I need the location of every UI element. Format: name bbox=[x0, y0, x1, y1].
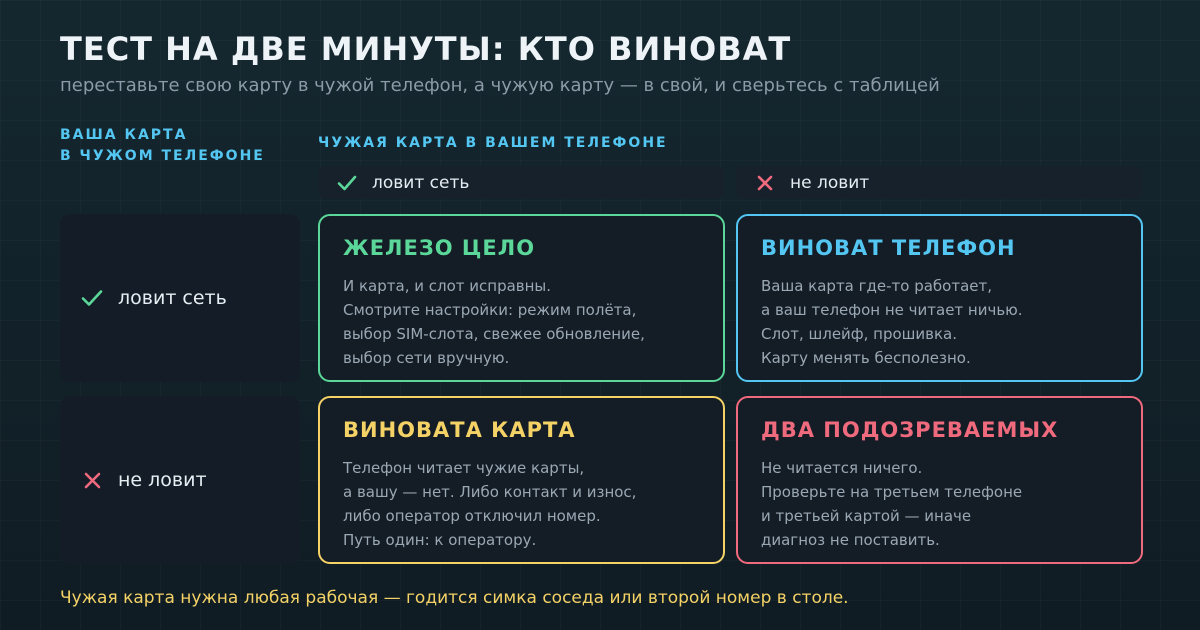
cell-two-suspects bbox=[736, 396, 1143, 564]
cell-title: ЖЕЛЕЗО ЦЕЛО bbox=[343, 236, 536, 260]
row-header-label: не ловит bbox=[118, 469, 207, 491]
check-icon bbox=[80, 289, 104, 307]
cross-icon bbox=[754, 175, 776, 191]
column-header-label: ловит сеть bbox=[372, 172, 470, 193]
cell-text: Не читается ничего. Проверьте на третьем телефоне и третьей картой — иначе диагноз не поставить. bbox=[761, 459, 1023, 549]
cell-card-at-fault bbox=[318, 396, 725, 564]
cell-text: И карта, и слот исправны. Смотрите настройки: режим полёта, выбор SIM-слота, свежее обновление, выбор сети вручную. bbox=[343, 277, 645, 367]
cell-title: ВИНОВАТ ТЕЛЕФОН bbox=[761, 236, 1016, 260]
page-subtitle: переставьте свою карту в чужой телефон, а чужую карту — в свой, и сверьтесь с таблицей bbox=[60, 75, 940, 96]
row-header-label: ловит сеть bbox=[118, 287, 227, 309]
cell-phone-at-fault bbox=[736, 214, 1143, 382]
cross-icon bbox=[80, 472, 104, 489]
check-icon bbox=[336, 175, 358, 191]
cell-title: ДВА ПОДОЗРЕВАЕМЫХ bbox=[761, 418, 1059, 442]
row-header-fails bbox=[60, 396, 300, 564]
column-header-fails bbox=[736, 166, 1142, 199]
cell-text: Телефон читает чужие карты, а вашу — нет. Либо контакт и износ, либо оператор отключил номер. Путь один: к оператору. bbox=[343, 459, 637, 549]
cell-title: ВИНОВАТА КАРТА bbox=[343, 418, 576, 442]
row-header-works bbox=[60, 214, 300, 382]
column-header-label: не ловит bbox=[790, 172, 870, 193]
cell-hardware-ok bbox=[318, 214, 725, 382]
column-axis-label: ЧУЖАЯ КАРТА В ВАШЕМ ТЕЛЕФОНЕ bbox=[318, 135, 668, 151]
column-header-works bbox=[318, 166, 724, 199]
page-title: ТЕСТ НА ДВЕ МИНУТЫ: КТО ВИНОВАТ bbox=[60, 30, 792, 68]
row-axis-label bbox=[60, 125, 300, 167]
cell-text: Ваша карта где-то работает, а ваш телефон не читает ничью. Слот, шлейф, прошивка. Карту менять бесполезно. bbox=[761, 277, 1023, 367]
row-axis-label-text: ВАША КАРТА В ЧУЖОМ ТЕЛЕФОНЕ bbox=[60, 127, 265, 164]
footnote: Чужая карта нужна любая рабочая — годится симка соседа или второй номер в столе. bbox=[60, 588, 849, 608]
